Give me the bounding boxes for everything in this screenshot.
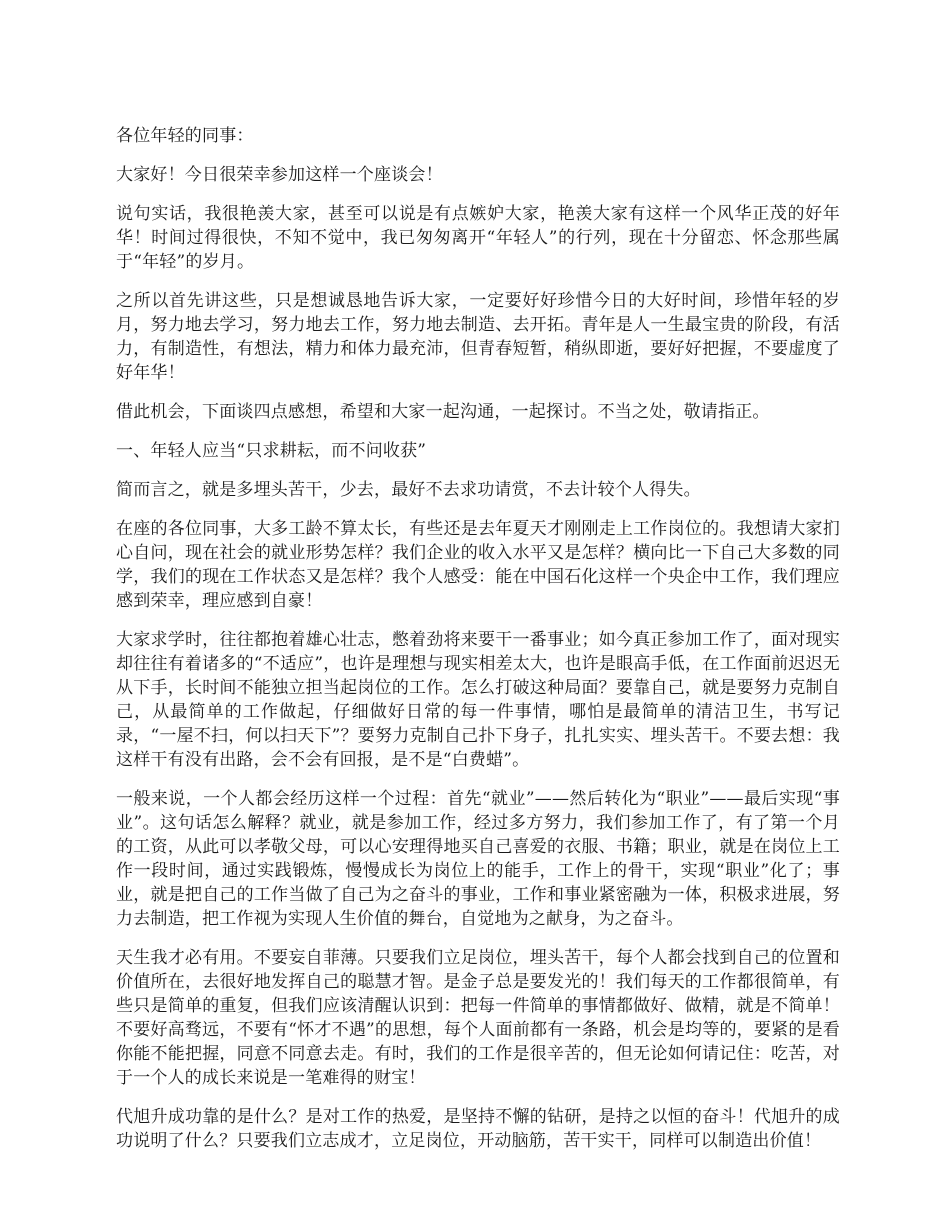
section-heading: 一、年轻人应当“只求耕耘，而不问收获” (116, 441, 427, 461)
body-paragraph: 天生我才必有用。不要妄自菲薄。只要我们立足岗位，埋头苦干，每个人都会找到自己的位置和价值所在，去很好地发挥自己的聪慧才智。是金子总是要发光的！我们每天的工作都很简单，有些只是简单的重复，但我们应该清醒认识到：把每一件简单的事情都做好、做精，就是不简单！不要好高骛远，不要有“怀才不遇”的思想，每个人面前都有一条路，机会是均等的，要紧的是看你能不能把握，同意不同意去走。有时，我们的工作是很辛苦的，但无论如何请记住：吃苦，对于一个人的成长来说是一笔难得的财宝！ (116, 948, 840, 1088)
body-paragraph: 之所以首先讲这些，只是想诚恳地告诉大家，一定要好好珍惜今日的大好时间，珍惜年轻的岁月，努力地去学习，努力地去工作，努力地去制造、去开拓。青年是人一生最宝贵的阶段，有活力，有制造性，有想法，精力和体力最充沛，但青春短暂，稍纵即逝，要好好把握，不要虚度了好年华！ (116, 291, 840, 383)
body-paragraph: 说句实话，我很艳羡大家，甚至可以说是有点嫉妒大家，艳羡大家有这样一个风华正茂的好年华！时间过得很快，不知不觉中，我已匆匆离开“年轻人”的行列，现在十分留恋、怀念那些属于“年轻”的岁月。 (116, 204, 840, 272)
body-paragraph: 代旭升成功靠的是什么？是对工作的热爱，是坚持不懈的钻研，是持之以恒的奋斗！代旭升的成功说明了什么？只要我们立志成才，立足岗位，开动脑筋，苦干实干，同样可以制造出价值！ (116, 1107, 840, 1151)
body-paragraph: 大家求学时，往往都抱着雄心壮志，憋着劲将来要干一番事业；如今真正参加工作了，面对现实却往往有着诸多的“不适应”，也许是理想与现实相差太大，也许是眼高手低，在工作面前迟迟无从下手，长时间不能独立担当起岗位的工作。怎么打破这种局面？要靠自己，就是要努力克制自己，从最简单的工作做起，仔细做好日常的每一件事情，哪怕是最简单的清洁卫生，书写记录，“一屋不扫，何以扫天下”？要努力克制自己扑下身子，扎扎实实、埋头苦干。不要去想：我这样干有没有出路，会不会有回报，是不是“白费蜡”。 (116, 630, 840, 770)
body-paragraph: 简而言之，就是多埋头苦干，少去，最好不去求功请赏，不去计较个人得失。 (116, 480, 701, 500)
body-paragraph: 在座的各位同事，大多工龄不算太长，有些还是去年夏天才刚刚走上工作岗位的。我想请大家扪心自问，现在社会的就业形势怎样？我们企业的收入水平又是怎样？横向比一下自己大多数的同学，我们的现在工作状态又是怎样？我个人感受：能在中国石化这样一个央企中工作，我们理应感到荣幸，理应感到自豪！ (116, 519, 840, 611)
greeting-paragraph: 大家好！今日很荣幸参加这样一个座谈会！ (116, 165, 443, 185)
body-paragraph: 借此机会，下面谈四点感想，希望和大家一起沟通，一起探讨。不当之处，敬请指正。 (116, 402, 770, 422)
body-paragraph: 一般来说，一个人都会经历这样一个过程：首先“就业”——然后转化为“职业”——最后实现“事业”。这句话怎么解释？就业，就是参加工作，经过多方努力，我们参加工作了，有了第一个月的工资，从此可以孝敬父母，可以心安理得地买自己喜爱的衣服、书籍；职业，就是在岗位上工作一段时间，通过实践锻炼，慢慢成长为岗位上的能手，工作上的骨干，实现“职业”化了；事业，就是把自己的工作当做了自己为之奋斗的事业，工作和事业紧密融为一体，积极求进展，努力去制造，把工作视为实现人生价值的舞台，自觉地为之献身，为之奋斗。 (116, 789, 840, 929)
document-body (116, 124, 840, 1168)
salutation: 各位年轻的同事： (116, 126, 254, 146)
